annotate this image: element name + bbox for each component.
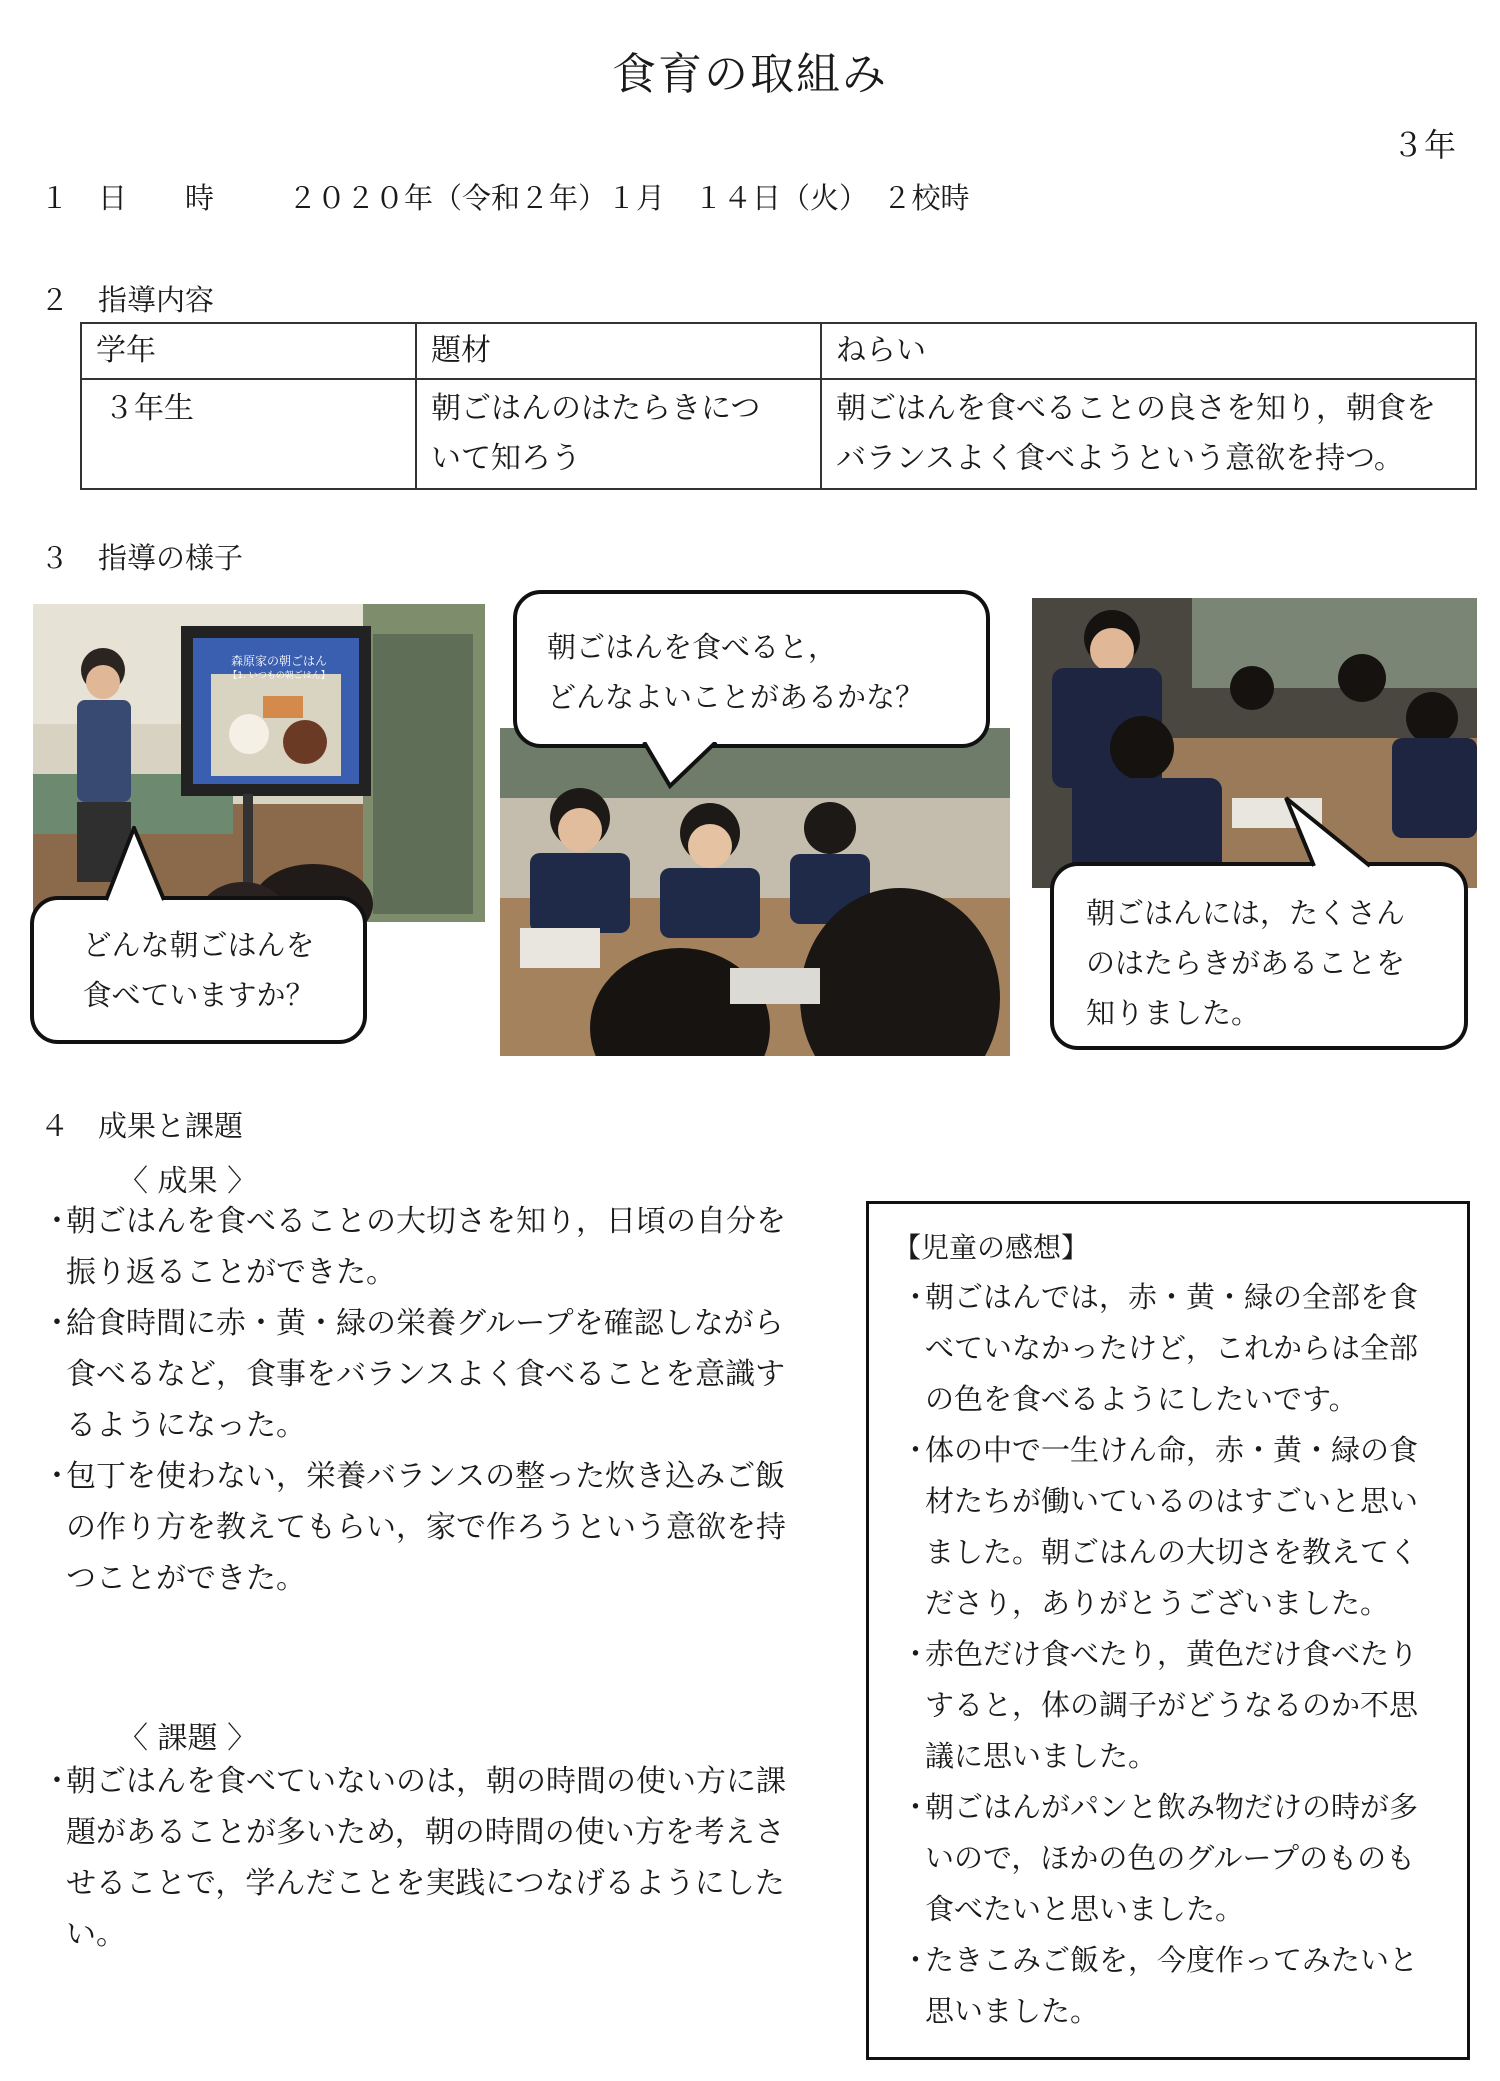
grade-label: ３年 — [1391, 126, 1456, 164]
aim-line: バランスよく食べようという意欲を持つ。 — [836, 441, 1404, 476]
impressions-heading: 【児童の感想】 — [893, 1231, 1090, 1264]
text-line: 食べるなど，食事をバランスよく食べることを意識す — [66, 1357, 786, 1392]
photo-students-discussing — [500, 728, 1010, 1056]
slide-title: 森原家の朝ごはん — [230, 654, 327, 668]
text-line: 体の中で一生けん命，赤・黄・緑の食 — [925, 1433, 1419, 1467]
text-line: 食べたいと思いました。 — [925, 1892, 1245, 1926]
text-line: 朝ごはんを食べていないのは，朝の時間の使い方に課 — [66, 1764, 786, 1799]
text-line: 包丁を使わない，栄養バランスの整った炊き込みご飯 — [66, 1459, 786, 1494]
text-line: 赤色だけ食べたり，黄色だけ食べたり — [925, 1637, 1419, 1671]
section-label: 指導内容 — [98, 283, 215, 317]
impression-item — [901, 1425, 1455, 1629]
text-line: 材たちが働いているのはすごいと思い — [925, 1484, 1419, 1518]
grade-value: ３年生 — [104, 391, 194, 426]
date-label: 日 時 — [98, 181, 215, 215]
table-cell-topic — [416, 379, 821, 489]
bubble-line: 朝ごはんを食べると， — [547, 630, 838, 664]
impression-item — [901, 1629, 1455, 1782]
text-line: 朝ごはんを食べることの大切さを知り，日頃の自分を — [66, 1204, 786, 1239]
text-line: るようになった。 — [66, 1408, 306, 1443]
text-line: 朝ごはんがパンと飲み物だけの時が多 — [925, 1790, 1419, 1824]
bubble-line: どんなよいことがあるかな？ — [547, 680, 925, 714]
section-number: ３ — [40, 541, 70, 575]
table-header-cell: 学年 — [81, 323, 416, 379]
speech-bubble-tail — [1278, 796, 1374, 868]
bullet-mark: ・ — [901, 1433, 931, 1467]
speech-bubble-teacher — [30, 896, 367, 1044]
bullet-mark: ・ — [42, 1306, 72, 1341]
impressions-box — [866, 1201, 1470, 2060]
section-number: ２ — [40, 283, 70, 317]
text-line: すると，体の調子がどうなるのか不思 — [925, 1688, 1419, 1722]
text-line: いので，ほかの色のグループのものも — [925, 1841, 1416, 1875]
text-line: い。 — [66, 1917, 126, 1952]
text-line: べていなかったけど，これからは全部 — [925, 1331, 1419, 1365]
results-item — [42, 1451, 856, 1604]
section-label: 指導の様子 — [98, 541, 244, 575]
text-line: 振り返ることができた。 — [66, 1255, 396, 1290]
text-line: 議に思いました。 — [925, 1739, 1158, 1773]
results-heading: 〈 成果 〉 — [118, 1164, 258, 1199]
slide-subtitle: 【1. いつもの朝ごはん】 — [228, 671, 330, 681]
guidance-table — [80, 322, 1477, 490]
section-scene-heading — [40, 536, 243, 577]
impression-item — [901, 1272, 1455, 1425]
bullet-mark: ・ — [42, 1764, 72, 1799]
text-line: たきこみご飯を，今度作ってみたいと — [925, 1943, 1419, 1977]
text-line: の色を食べるようにしたいです。 — [925, 1382, 1358, 1416]
issues-item — [42, 1756, 856, 1960]
section-guidance-heading — [40, 278, 214, 319]
section-results-heading — [40, 1104, 243, 1145]
table-row — [81, 379, 1476, 489]
speech-bubble-question — [513, 590, 990, 748]
section-number: ４ — [40, 1109, 70, 1143]
table-header-row — [81, 323, 1476, 379]
bubble-line: どんな朝ごはんを — [82, 928, 315, 962]
section-date — [40, 176, 970, 217]
photo-group-scene — [1032, 598, 1477, 888]
impression-item — [901, 1782, 1455, 1935]
text-line: ださり，ありがとうございました。 — [925, 1586, 1390, 1620]
speech-bubble-tail — [640, 742, 720, 790]
text-line: 朝ごはんでは，赤・黄・緑の全部を食 — [925, 1280, 1419, 1314]
speech-bubble-tail — [100, 826, 170, 902]
topic-line: 朝ごはんのはたらきにつ — [431, 391, 761, 426]
aim-line: 朝ごはんを食べることの良さを知り，朝食を — [836, 391, 1436, 426]
bubble-line: のはたらきがあることを — [1086, 946, 1406, 980]
section-label: 成果と課題 — [98, 1109, 244, 1143]
bullet-mark: ・ — [901, 1790, 931, 1824]
photo-students-scene — [500, 728, 1010, 1056]
impression-item — [901, 1935, 1455, 2037]
bubble-line: 朝ごはんには，たくさん — [1086, 896, 1406, 930]
text-line: の作り方を教えてもらい，家で作ろうという意欲を持 — [66, 1510, 786, 1545]
text-line: ました。朝ごはんの大切さを教えてく — [925, 1535, 1419, 1569]
date-value: ２０２０年（令和２年）１月 １４日（火） ２校時 — [288, 181, 970, 215]
section-number: １ — [40, 181, 70, 215]
bubble-line: 知りました。 — [1086, 996, 1261, 1030]
bubble-line: 食べていますか？ — [82, 978, 315, 1012]
text-line: 題があることが多いため，朝の時間の使い方を考えさ — [66, 1815, 785, 1850]
results-item — [42, 1196, 856, 1298]
table-cell-grade — [81, 379, 416, 489]
text-line: 思いました。 — [925, 1994, 1100, 2028]
bullet-mark: ・ — [901, 1280, 931, 1314]
speech-bubble-learned — [1050, 862, 1468, 1050]
photo-students-group — [1032, 598, 1477, 888]
bullet-mark: ・ — [901, 1943, 931, 1977]
page-title: 食育の取組み — [612, 49, 888, 100]
issues-heading: 〈 課題 〉 — [118, 1721, 258, 1756]
results-item — [42, 1298, 856, 1451]
text-line: せることで，学んだことを実践につなげるようにした — [66, 1866, 785, 1901]
bullet-mark: ・ — [42, 1459, 72, 1494]
table-cell-aim — [821, 379, 1476, 489]
bullet-mark: ・ — [42, 1204, 72, 1239]
bullet-mark: ・ — [901, 1637, 931, 1671]
text-line: つことができた。 — [66, 1561, 306, 1596]
text-line: 給食時間に赤・黄・緑の栄養グループを確認しながら — [66, 1306, 784, 1341]
topic-line: いて知ろう — [431, 441, 581, 476]
table-header-cell: ねらい — [821, 323, 1476, 379]
table-header-cell: 題材 — [416, 323, 821, 379]
